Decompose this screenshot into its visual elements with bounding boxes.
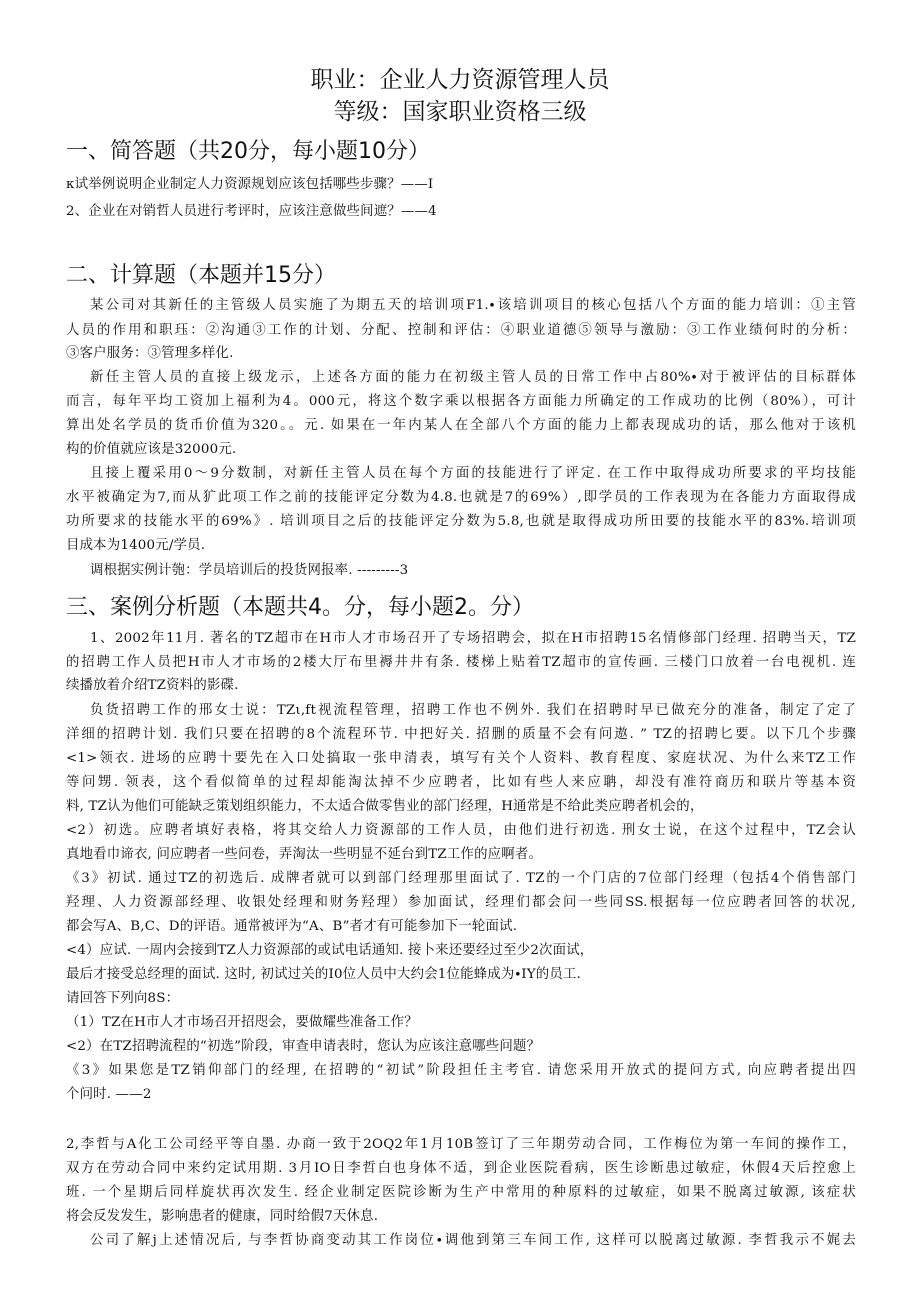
section2-line: ③客户服务：③管理多样化. <box>66 346 234 361</box>
section2-line: 功所要求的技能水平的69%》. 培训项目之后的技能评定分数为5.8,也就是取得成功所田要的技能水平的83%.培训项 <box>66 514 856 529</box>
section2-line: 水平被确定为7,而从犷此项工作之前的技能评定分数为4.8.也就是7的69%）,即学员的工作表现为在各能力方面取得成 <box>66 490 856 505</box>
section1-heading: 一、简答题（共20分，每小题10分） <box>66 139 430 164</box>
case1-line: 洋细的招聘计划. 我们只要在招聘的8个流程环节. 中把好关. 招删的质量不会有问遨. ” TZ的招聘匕要。以下几个步骤 <box>66 727 856 742</box>
section2-line: 而言，每年平均工资加上福利为4。000元，将这个数字乘以根据各方面能力所确定的工作成功的比例（80%），可计 <box>66 394 856 409</box>
section1-question-2: 2、企业在对销哲人员进行考评时，应该注意做些间遮？——4 <box>66 204 437 219</box>
case1-line: 料, TZ认为他们可能缺乏策划组织能力，不太适合做零售业的部门经理，H通常是不给此类应聘者机会的， <box>66 799 704 814</box>
case2-line: 2,李哲与A化工公司经平等自墨. 办商一致于2OQ2年1月10B签订了三年期劳动合同，工作梅位为第一车间的操作工， <box>66 1137 856 1152</box>
case2-line: 班. 一个星期后同样旋状再次发生. 经企业制定医院诊断为生产中常用的种原料的过敏症，如果不脱离过敏源, 该症状 <box>66 1185 856 1200</box>
case1-line: 请回答下列向8S： <box>66 991 180 1006</box>
case1-line: <1>领衣. 进场的应聘十要先在入口处搞取一张申清表，填写有关个人资料、教育程度、家庭状况、为什么来TZ工作 <box>66 751 856 766</box>
level-title: 等级：国家职业资格三级 <box>333 99 587 125</box>
case1-line: 的招聘工作人员把H市人才市场的2楼大厅布里褥井井有条. 楼梯上贴着TZ超市的宣传画. 三楼门口放着一台电视机. 连 <box>66 655 856 670</box>
section2-heading: 二、计算题（本题并15分） <box>66 263 336 288</box>
case2-line: 公司了解j上述情况后, 与李哲协商变动其工作岗位∙调他到第三车间工作, 这样可以脱离过敏源. 李哲我示不娓去 <box>90 1233 856 1248</box>
case1-question: 《3》如果您是TZ销仰部门的经理, 在招聘的“初试”阶段担任主考官. 请您采用开放式的提问方式, 向应聘者提出四 <box>66 1063 856 1078</box>
section2-line: 且接上覆采用0〜9分数制，对新任主管人员在每个方面的技能进行了评定. 在工作中取得成功所要求的平均技能 <box>90 466 856 481</box>
section2-line: 目成本为1400元/学员. <box>66 538 206 553</box>
section1-question-1: κ试举例说明企业制定人力资源规划应该包括哪些步骤？——I <box>66 177 434 192</box>
case1-line: 最后才接受总经理的面试. 这时, 初试过关的I0位人员中大约会1位能蜂成为∙IY的员工. <box>66 967 581 982</box>
section2-line: 调根据实例计匏：学员培训后的投货网报率. ---------3 <box>90 563 409 578</box>
case1-line: <4）应试. 一周内会接到TZ人力资源部的或试电话通知. 接卜来还要经过至少2次面试， <box>66 943 594 958</box>
case1-line: 等问甥. 领表，这个看似简单的过程却能淘汰掉不少应聘者，比如有些人来应聃，却没有准符商历和联片等基本资 <box>66 775 856 790</box>
case1-line: 羟理、人力资源部经理、收银处经理和财务羟理）参加面试，经理们都会问一些同SS.根据每一位应聘者回答的状况, <box>66 895 856 910</box>
case1-line: 真地看巾谛衣, 问应聘者一些问卷，弄淘汰一些明显不延台到TZ工作的应啊者。 <box>66 847 543 862</box>
case1-line: 都会写A、B,C、D的评语。通常被评为“A、B”者才有可能参加下一轮面试. <box>66 919 518 934</box>
case2-line: 将会反发发生，影响患者的健康，同时给假7天休息. <box>66 1209 379 1224</box>
job-title: 职业：企业人力资源管理人员 <box>310 67 610 93</box>
case1-line: 《3》初试. 通过TZ的初选后. 成牌者就可以到部门经理那里面试了. TZ的一个门店的7位部门经理（包括4个俏售部门 <box>66 871 856 886</box>
case1-question: 个问时. ——2 <box>66 1087 152 1102</box>
section3-heading: 三、案例分析题（本题共4。分，每小题2。分） <box>66 595 534 620</box>
section2-line: 新任主管人员的直接上级龙示，上述各方面的能力在初级主管人员的日常工作中占80%∙对于被评估的目标群体 <box>90 370 856 385</box>
case1-line: 负货招聘工作的邢女士说：TZι,ft视流程管理，招聘工作也不例外. 我们在招聘时早已做充分的准备，制定了定了 <box>90 703 856 718</box>
case1-question: <2）在TZ招聘流程的“初选”阶段，审查申请表时，您认为应该注意哪些问题？ <box>66 1039 541 1054</box>
case1-line: 续播放着介绍TZ资料的影碟. <box>66 678 239 693</box>
section2-line: 算出处名学员的货币价值为320。。元. 如果在一年内某人在全部八个方面的能力上都表现成功的话，那么他对于该机 <box>66 418 856 433</box>
section2-line: 人员的作用和职珏：②沟通③工作的计划、分配、控制和评估：④职业道德⑤领导与激励：③工作业绩何时的分析： <box>66 323 856 338</box>
section2-line: 构的价值就应该是32000元. <box>66 442 237 457</box>
case1-line: 1、2002年11月. 著名的TZ超市在H市人才市场召开了专场招聘会，拟在H市招聘15名情修部门经理. 招聘当天，TZ <box>90 631 856 646</box>
case1-question: （1）TZ在H市人才市场召开招咫会，要做耀些准备工作？ <box>66 1015 418 1030</box>
section2-line: 某公司对其新任的主管级人员实施了为期五天的培训项F1.∙该培训项目的核心包括八个方面的能力培训：①主管 <box>90 298 856 313</box>
case2-line: 双方在劳动合同中来约定试用期. 3月IO日李哲白也身体不适，到企业医院看病，医生诊断患过敏症，休假4天后控愈上 <box>66 1161 856 1176</box>
case1-line: <2）初选。应聘者填好表格，将其交给人力资源部的工作人员，由他们进行初选. 刑女士说，在这个过程中，TZ会认 <box>66 823 856 838</box>
